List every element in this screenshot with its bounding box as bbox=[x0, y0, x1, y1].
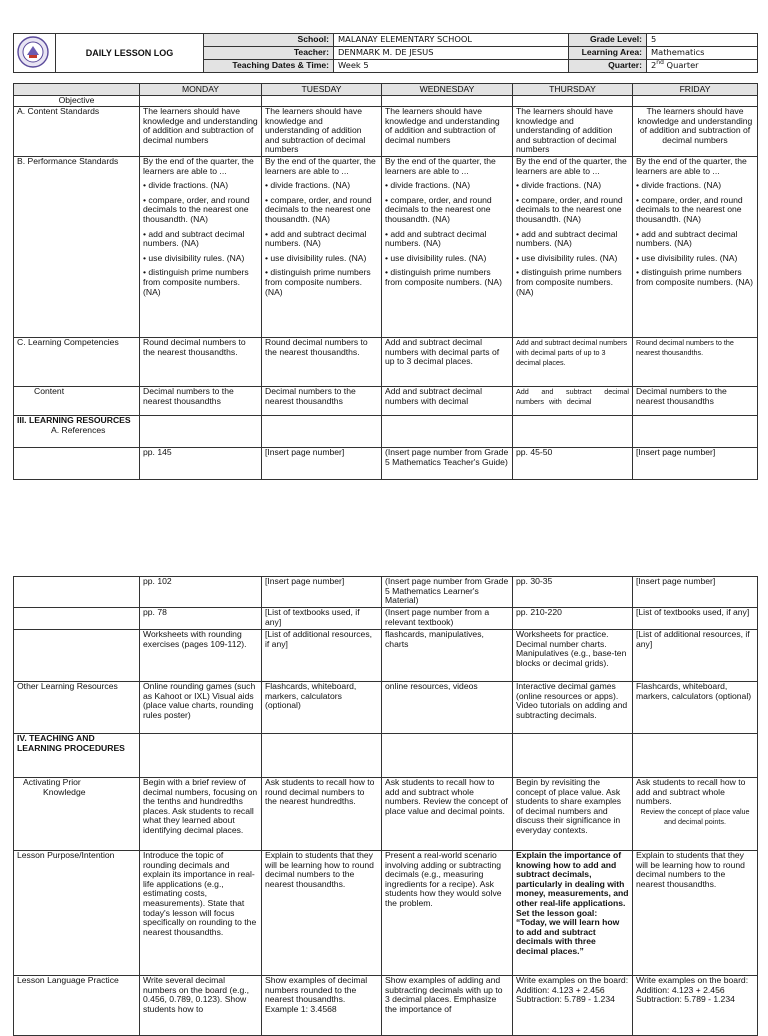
lang-monday: Write several decimal numbers on the board (e.g., 0.456, 0.789, 0.123). Show students how to bbox=[140, 976, 262, 1036]
resources-row bbox=[14, 416, 758, 448]
performance-standards-row bbox=[14, 157, 758, 338]
lc-friday: Round decimal numbers to the nearest thousandths. bbox=[633, 338, 758, 387]
lesson-table-2 bbox=[13, 576, 758, 1036]
content-row bbox=[14, 387, 758, 416]
day-header-row bbox=[14, 84, 758, 96]
tg-wednesday: (Insert page number from Grade 5 Mathematics Teacher's Guide) bbox=[382, 448, 513, 480]
tg-monday: pp. 145 bbox=[140, 448, 262, 480]
school-label: School: bbox=[204, 34, 334, 47]
ps-monday bbox=[140, 157, 262, 338]
ps-thursday bbox=[513, 157, 633, 338]
purpose-label: Lesson Purpose/Intention bbox=[14, 851, 140, 976]
quarter-number: 2 bbox=[651, 60, 657, 70]
ps-tue-prime: • distinguish prime numbers from composite numbers. (NA) bbox=[265, 267, 371, 297]
tb-thursday: pp. 210-220 bbox=[513, 608, 633, 630]
ps-fri-add: • add and subtract decimal numbers. (NA) bbox=[636, 228, 738, 249]
corner-cell bbox=[14, 84, 140, 96]
ps-mon-divide: • divide fractions. (NA) bbox=[143, 180, 229, 191]
purpose-friday: Explain to students that they will be learning how to round decimal numbers to the nearest thousandths. bbox=[633, 851, 758, 976]
ps-tue-divide: • divide fractions. (NA) bbox=[265, 180, 351, 191]
lang-friday: Write examples on the board: Addition: 4.123 + 2.456 Subtraction: 5.789 - 1.234 bbox=[633, 976, 758, 1036]
resources-label bbox=[14, 416, 140, 448]
cs-wednesday: The learners should have knowledge and understanding of addition and subtraction of decimal numbers bbox=[382, 107, 513, 157]
add-friday: [List of additional resources, if any] bbox=[633, 630, 758, 682]
act-tuesday: Ask students to recall how to round decimal numbers to the nearest hundredths. bbox=[262, 778, 382, 851]
tb-tuesday: [List of textbooks used, if any] bbox=[262, 608, 382, 630]
quarter-label: Quarter: bbox=[569, 60, 647, 73]
add-thursday: Worksheets for practice. Decimal number charts. Manipulatives (e.g., base-ten blocks or decimal grids). bbox=[513, 630, 633, 682]
ps-fri-divis: • use divisibility rules. (NA) bbox=[636, 252, 738, 263]
ps-mon-compare: • compare, order, and round decimals to the nearest one thousandth. (NA) bbox=[143, 194, 250, 224]
lang-thursday: Write examples on the board: Addition: 4.123 + 2.456 Subtraction: 5.789 - 1.234 bbox=[513, 976, 633, 1036]
other-monday: Online rounding games (such as Kahoot or IXL) Visual aids (place value charts, rounding rules poster) bbox=[140, 682, 262, 734]
activating-label-line-2: Knowledge bbox=[43, 786, 86, 797]
purpose-row bbox=[14, 851, 758, 976]
quarter-suffix: nd bbox=[656, 59, 664, 67]
day-thursday: THURSDAY bbox=[513, 84, 633, 96]
act-friday bbox=[633, 778, 758, 851]
other-friday: Flashcards, whiteboard, markers, calculators (optional) bbox=[633, 682, 758, 734]
quarter-word: Quarter bbox=[663, 60, 699, 70]
references-label: A. References bbox=[51, 424, 106, 435]
lm-friday: [Insert page number] bbox=[633, 577, 758, 608]
ps-tue-compare: • compare, order, and round decimals to the nearest one thousandth. (NA) bbox=[265, 194, 372, 224]
teacher-label: Teacher: bbox=[204, 47, 334, 60]
lc-wednesday: Add and subtract decimal numbers with decimal parts of up to 3 decimal places. bbox=[382, 338, 513, 387]
learning-resources-heading: III. LEARNING RESOURCES bbox=[17, 415, 131, 425]
ps-wed-intro: By the end of the quarter, the learners are able to ... bbox=[385, 156, 496, 176]
lm-tuesday: [Insert page number] bbox=[262, 577, 382, 608]
ps-tuesday bbox=[262, 157, 382, 338]
objective-row bbox=[14, 96, 758, 107]
content-monday: Decimal numbers to the nearest thousandths bbox=[140, 387, 262, 416]
act-friday-line-2: Review the concept of place value and decimal points. bbox=[640, 806, 750, 826]
purpose-thursday: Explain the importance of knowing how to add and subtract decimals, particularly in dealing with money, measurements, and other real-life applications. Set the lesson goal: “Today, we will learn how to add and subtract decimals with three decimal places.” bbox=[513, 851, 633, 976]
cs-friday: The learners should have knowledge and understanding of addition and subtraction of decimal numbers bbox=[633, 107, 758, 157]
purpose-wednesday: Present a real-world scenario involving adding or subtracting decimals (e.g., measuring ingredients for a recipe). Ask students how they would solve the problem. bbox=[382, 851, 513, 976]
ps-mon-add: • add and subtract decimal numbers. (NA) bbox=[143, 228, 245, 249]
purpose-tuesday: Explain to students that they will be learning how to round decimal numbers to the nearest thousandths. bbox=[262, 851, 382, 976]
tg-friday: [Insert page number] bbox=[633, 448, 758, 480]
content-wednesday: Add and subtract decimal numbers with decimal bbox=[382, 387, 513, 416]
language-label: Lesson Language Practice bbox=[14, 976, 140, 1036]
area-label: Learning Area: bbox=[569, 47, 647, 60]
ps-thu-prime: • distinguish prime numbers from composite numbers. (NA) bbox=[516, 267, 622, 297]
ps-wed-compare: • compare, order, and round decimals to the nearest one thousandth. (NA) bbox=[385, 194, 492, 224]
ps-mon-intro: By the end of the quarter, the learners are able to ... bbox=[143, 156, 254, 176]
lesson-table-part-1 bbox=[13, 83, 757, 480]
lesson-table-part-2 bbox=[13, 576, 757, 1036]
logo-cell bbox=[14, 34, 56, 73]
ps-thu-divide: • divide fractions. (NA) bbox=[516, 180, 602, 191]
quarter-value bbox=[647, 60, 758, 73]
additional-resources-row bbox=[14, 630, 758, 682]
dates-value: Week 5 bbox=[334, 60, 569, 73]
content-label: Content bbox=[14, 387, 140, 416]
ps-friday bbox=[633, 157, 758, 338]
cs-thursday: The learners should have knowledge and understanding of addition and subtraction of decimal numbers bbox=[513, 107, 633, 157]
ps-thu-divis: • use divisibility rules. (NA) bbox=[516, 252, 618, 263]
ps-fri-divide: • divide fractions. (NA) bbox=[636, 180, 722, 191]
day-wednesday: WEDNESDAY bbox=[382, 84, 513, 96]
tb-friday: [List of textbooks used, if any] bbox=[633, 608, 758, 630]
content-standards-label: A. Content Standards bbox=[14, 107, 140, 157]
competencies-row bbox=[14, 338, 758, 387]
ps-wed-prime: • distinguish prime numbers from composite numbers. (NA) bbox=[385, 267, 503, 287]
lm-monday: pp. 102 bbox=[140, 577, 262, 608]
procedures-heading: IV. TEACHING AND LEARNING PROCEDURES bbox=[14, 734, 140, 778]
lang-wednesday: Show examples of adding and subtracting decimals with up to 3 decimal places. Emphasize the importance of bbox=[382, 976, 513, 1036]
ps-thu-add: • add and subtract decimal numbers. (NA) bbox=[516, 228, 618, 249]
performance-standards-label: B. Performance Standards bbox=[14, 157, 140, 338]
activating-label bbox=[14, 778, 140, 851]
tg-tuesday: [Insert page number] bbox=[262, 448, 382, 480]
act-friday-line-1: Ask students to recall how to add and subtract whole numbers. bbox=[636, 777, 746, 807]
lang-tuesday: Show examples of decimal numbers rounded to the nearest thousandths. Example 1: 3.4568 bbox=[262, 976, 382, 1036]
tg-pages-row bbox=[14, 448, 758, 480]
activating-row bbox=[14, 778, 758, 851]
tb-monday: pp. 78 bbox=[140, 608, 262, 630]
act-monday: Begin with a brief review of decimal numbers, focusing on the tenths and hundredths places. Ask students to recall what they learned about identifying decimal places. bbox=[140, 778, 262, 851]
area-value: Mathematics bbox=[647, 47, 758, 60]
cs-monday: The learners should have knowledge and understanding of addition and subtraction of decimal numbers bbox=[140, 107, 262, 157]
purpose-monday: Introduce the topic of rounding decimals and explain its importance in real-life applications (e.g., estimating costs, measurements). State that today's lesson will focus specifically on rounding to the nearest thousandths. bbox=[140, 851, 262, 976]
ps-wednesday bbox=[382, 157, 513, 338]
other-wednesday: online resources, videos bbox=[382, 682, 513, 734]
content-tuesday: Decimal numbers to the nearest thousandths bbox=[262, 387, 382, 416]
procedures-row bbox=[14, 734, 758, 778]
ps-tue-add: • add and subtract decimal numbers. (NA) bbox=[265, 228, 367, 249]
ps-tue-divis: • use divisibility rules. (NA) bbox=[265, 252, 367, 263]
objective-label: Objective bbox=[14, 96, 140, 107]
ps-mon-prime: • distinguish prime numbers from composite numbers. (NA) bbox=[143, 267, 249, 297]
other-resources-label: Other Learning Resources bbox=[14, 682, 140, 734]
other-tuesday: Flashcards, whiteboard, markers, calculators (optional) bbox=[262, 682, 382, 734]
activating-label-line-1: Activating Prior bbox=[23, 777, 81, 787]
ps-mon-divis: • use divisibility rules. (NA) bbox=[143, 252, 245, 263]
content-thursday: Add and subtract decimal numbers with decimal bbox=[513, 387, 633, 416]
textbook-pages-row bbox=[14, 608, 758, 630]
lc-tuesday: Round decimal numbers to the nearest thousandths. bbox=[262, 338, 382, 387]
log-title: DAILY LESSON LOG bbox=[56, 34, 204, 73]
ps-wed-divis: • use divisibility rules. (NA) bbox=[385, 252, 487, 263]
grade-value: 5 bbox=[647, 34, 758, 47]
add-monday: Worksheets with rounding exercises (pages 109-112). bbox=[140, 630, 262, 682]
ps-wed-divide: • divide fractions. (NA) bbox=[385, 180, 471, 191]
deped-seal-icon bbox=[16, 36, 50, 68]
ps-wed-add: • add and subtract decimal numbers. (NA) bbox=[385, 228, 487, 249]
competencies-label: C. Learning Competencies bbox=[14, 338, 140, 387]
ps-thu-intro: By the end of the quarter, the learners are able to ... bbox=[516, 156, 627, 176]
tb-wednesday: (Insert page number from a relevant textbook) bbox=[382, 608, 513, 630]
language-row bbox=[14, 976, 758, 1036]
grade-label: Grade Level: bbox=[569, 34, 647, 47]
ps-fri-intro: By the end of the quarter, the learners are able to ... bbox=[636, 156, 747, 176]
add-wednesday: flashcards, manipulatives, charts bbox=[382, 630, 513, 682]
teacher-value: DENMARK M. DE JESUS bbox=[334, 47, 569, 60]
content-friday: Decimal numbers to the nearest thousandths bbox=[633, 387, 758, 416]
lm-thursday: pp. 30-35 bbox=[513, 577, 633, 608]
ps-tue-intro: By the end of the quarter, the learners are able to ... bbox=[265, 156, 376, 176]
day-tuesday: TUESDAY bbox=[262, 84, 382, 96]
lesson-table-1 bbox=[13, 83, 758, 480]
tg-thursday: pp. 45-50 bbox=[513, 448, 633, 480]
day-monday: MONDAY bbox=[140, 84, 262, 96]
lm-wednesday: (Insert page number from Grade 5 Mathematics Learner's Material) bbox=[382, 577, 513, 608]
add-tuesday: [List of additional resources, if any] bbox=[262, 630, 382, 682]
dates-label: Teaching Dates & Time: bbox=[204, 60, 334, 73]
content-standards-row bbox=[14, 107, 758, 157]
other-thursday: Interactive decimal games (online resources or apps). Video tutorials on adding and subtracting decimals. bbox=[513, 682, 633, 734]
ps-thu-compare: • compare, order, and round decimals to the nearest one thousandth. (NA) bbox=[516, 194, 623, 224]
ps-fri-compare: • compare, order, and round decimals to the nearest one thousandth. (NA) bbox=[636, 194, 743, 224]
act-wednesday: Ask students to recall how to add and subtract whole numbers. Review the concept of place value and decimal points. bbox=[382, 778, 513, 851]
lc-monday: Round decimal numbers to the nearest thousandths. bbox=[140, 338, 262, 387]
cs-tuesday: The learners should have knowledge and understanding of addition and subtraction of decimal numbers bbox=[262, 107, 382, 157]
act-thursday: Begin by revisiting the concept of place value. Ask students to share examples of decimal numbers and discuss their significance in everyday contexts. bbox=[513, 778, 633, 851]
other-resources-row bbox=[14, 682, 758, 734]
ps-fri-prime: • distinguish prime numbers from composite numbers. (NA) bbox=[636, 267, 754, 287]
school-value: MALANAY ELEMENTARY SCHOOL bbox=[334, 34, 569, 47]
day-friday: FRIDAY bbox=[633, 84, 758, 96]
header-block bbox=[13, 33, 757, 73]
header-table bbox=[13, 33, 758, 73]
lm-pages-row bbox=[14, 577, 758, 608]
lc-thursday: Add and subtract decimal numbers with decimal parts of up to 3 decimal places. bbox=[513, 338, 633, 387]
